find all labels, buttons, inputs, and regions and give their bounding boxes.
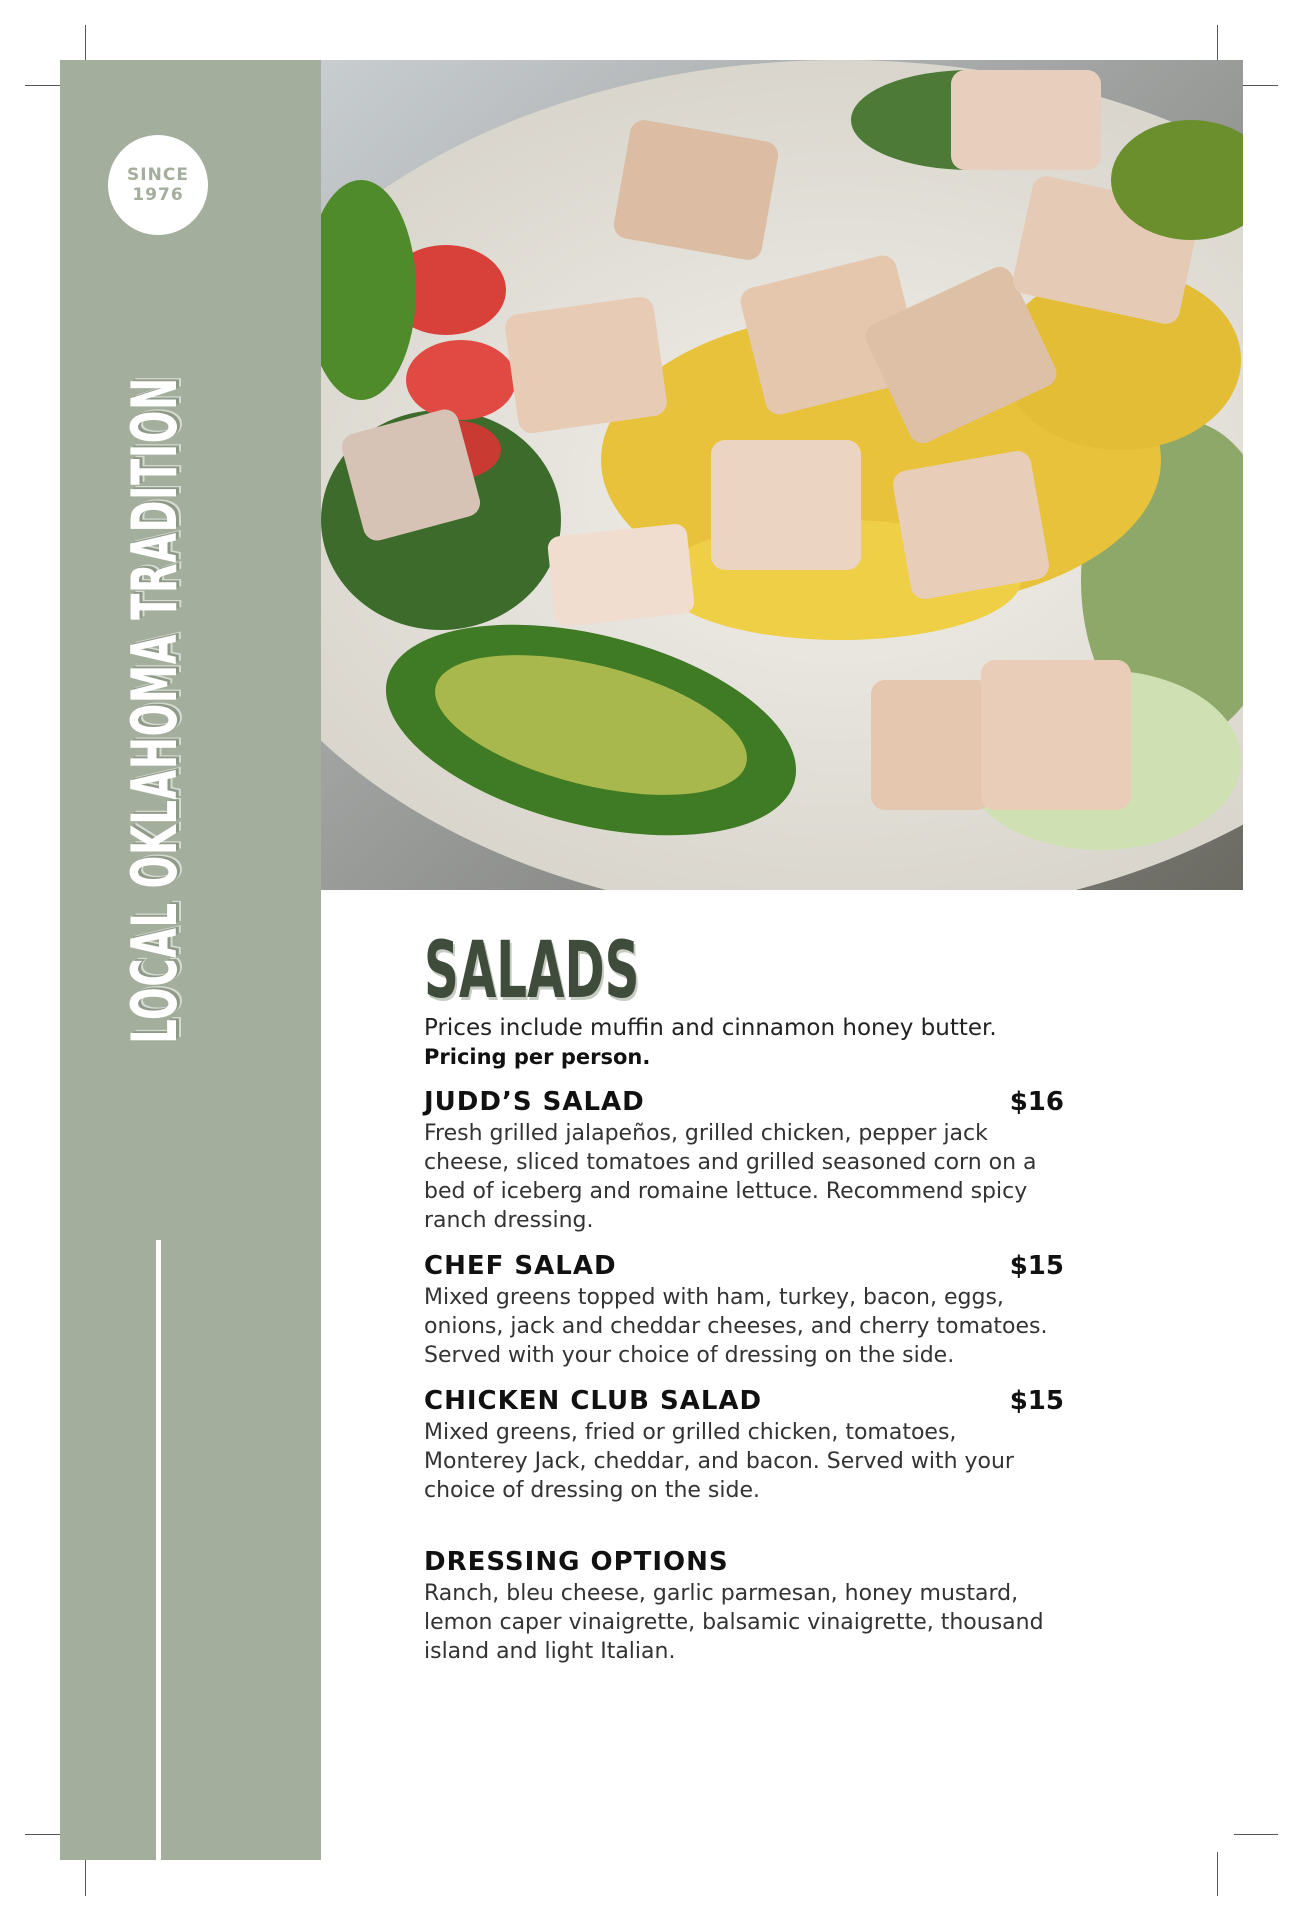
menu-item <box>424 1384 1064 1505</box>
sidebar-vertical-title <box>106 280 202 1140</box>
dressing-title: DRESSING OPTIONS <box>424 1547 729 1577</box>
salad-photo-illustration <box>321 60 1243 890</box>
menu-item-description: Mixed greens topped with ham, turkey, bacon, eggs, onions, jack and cheddar cheeses, and cherry tomatoes. Served with your choice of dressing on the side. <box>424 1285 1048 1368</box>
sidebar-divider-line <box>156 1240 161 1860</box>
menu-item-price: $15 <box>1009 1386 1064 1416</box>
salad-photo <box>321 60 1243 890</box>
badge-line-1: SINCE <box>127 165 189 185</box>
crop-mark <box>1217 1852 1218 1896</box>
crop-mark <box>1234 1834 1278 1835</box>
section-title: SALADS <box>424 926 640 1016</box>
menu-item-name: CHEF SALAD <box>424 1251 617 1281</box>
badge-line-2: 1976 <box>132 185 184 205</box>
menu-item-price: $15 <box>1009 1251 1064 1281</box>
menu-item-description: Fresh grilled jalapeños, grilled chicken, pepper jack cheese, sliced tomatoes and grilled seasoned corn on a bed of iceberg and romaine lettuce. Recommend spicy ranch dressing. <box>424 1121 1037 1233</box>
dressing-description: Ranch, bleu cheese, garlic parmesan, honey mustard, lemon caper vinaigrette, balsamic vinaigrette, thousand island and light Italian. <box>424 1581 1044 1664</box>
menu-item-name: JUDD’S SALAD <box>424 1087 645 1117</box>
dressing-options <box>424 1545 1064 1666</box>
section-intro: Prices include muffin and cinnamon honey butter. <box>424 1015 997 1041</box>
menu-item-name: CHICKEN CLUB SALAD <box>424 1386 763 1416</box>
menu-item-description: Mixed greens, fried or grilled chicken, tomatoes, Monterey Jack, cheddar, and bacon. Served with your choice of dressing on the side. <box>424 1420 1014 1503</box>
since-badge <box>108 135 208 235</box>
menu-item <box>424 1249 1064 1370</box>
section-intro-bold: Pricing per person. <box>424 1045 651 1069</box>
menu-content <box>424 926 1064 1666</box>
menu-item <box>424 1085 1064 1235</box>
sidebar-title-text: LOCAL OKLAHOMA TRADITION <box>117 376 191 1044</box>
menu-item-price: $16 <box>1009 1087 1064 1117</box>
